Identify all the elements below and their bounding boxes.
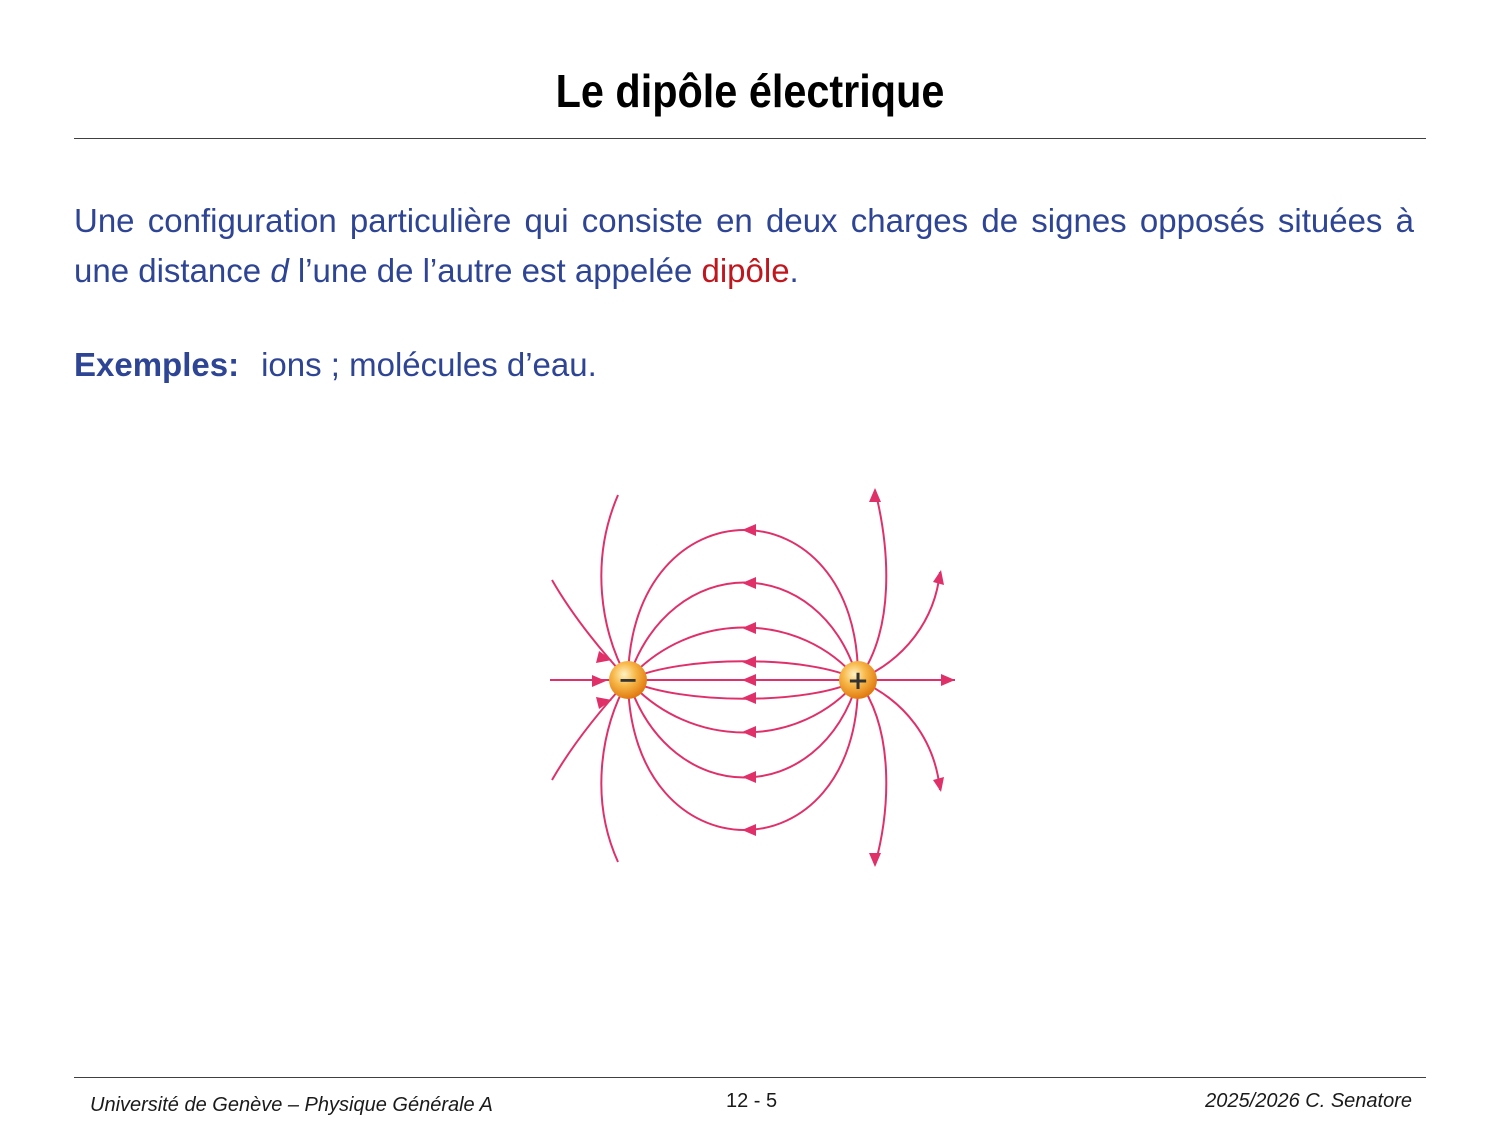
arrow-marker bbox=[941, 674, 955, 686]
field-line bbox=[628, 661, 858, 680]
arrow-marker bbox=[933, 570, 944, 585]
arrow-marker bbox=[742, 824, 756, 836]
field-line bbox=[601, 495, 628, 680]
field-line bbox=[628, 583, 858, 681]
field-line bbox=[858, 572, 940, 680]
dipole-term: dipôle bbox=[701, 252, 790, 289]
footer-institution: Université de Genève – Physique Générale A bbox=[90, 1094, 493, 1116]
arrow-marker bbox=[869, 488, 881, 502]
arrow-marker bbox=[933, 777, 944, 792]
field-line bbox=[858, 680, 940, 790]
definition-paragraph bbox=[74, 196, 1414, 296]
examples-label: Exemples: bbox=[74, 346, 240, 383]
page-number: 12 - 5 bbox=[726, 1090, 778, 1112]
title-divider bbox=[74, 138, 1426, 139]
negative-charge bbox=[609, 661, 647, 699]
field-line bbox=[628, 680, 858, 778]
arrow-marker bbox=[742, 524, 756, 536]
field-line bbox=[628, 680, 858, 830]
arrow-marker bbox=[742, 622, 756, 634]
field-line bbox=[858, 490, 886, 680]
field-line bbox=[628, 530, 858, 680]
field-line bbox=[601, 680, 628, 862]
arrow-marker bbox=[742, 726, 756, 738]
slide-title: Le dipôle électrique bbox=[555, 65, 945, 117]
arrow-marker bbox=[592, 675, 606, 687]
footer-divider bbox=[74, 1077, 1426, 1078]
field-line bbox=[628, 680, 858, 699]
footer-author: 2025/2026 C. Senatore bbox=[1205, 1090, 1412, 1112]
arrow-marker bbox=[742, 771, 756, 783]
arrow-marker bbox=[742, 577, 756, 589]
negative-charge-symbol: − bbox=[617, 666, 639, 694]
distance-variable: d bbox=[270, 252, 289, 289]
examples-line bbox=[74, 340, 597, 390]
positive-charge bbox=[839, 661, 877, 699]
dipole-field-diagram bbox=[540, 470, 960, 890]
examples-value: ions ; molécules d’eau. bbox=[261, 346, 597, 383]
paragraph-text-3: . bbox=[789, 252, 799, 289]
arrow-marker bbox=[869, 853, 881, 867]
arrow-marker bbox=[742, 674, 756, 686]
paragraph-text-2: l’une de l’autre est appelée bbox=[288, 252, 702, 289]
positive-charge-symbol: + bbox=[847, 666, 869, 696]
field-line bbox=[628, 628, 858, 681]
field-line bbox=[858, 680, 886, 865]
paragraph-text-1: Une configuration particulière qui consiste en deux charges de signes opposés situées à une distance bbox=[74, 202, 1414, 289]
field-line bbox=[628, 680, 858, 733]
arrow-marker bbox=[742, 692, 756, 704]
arrow-marker bbox=[742, 656, 756, 668]
